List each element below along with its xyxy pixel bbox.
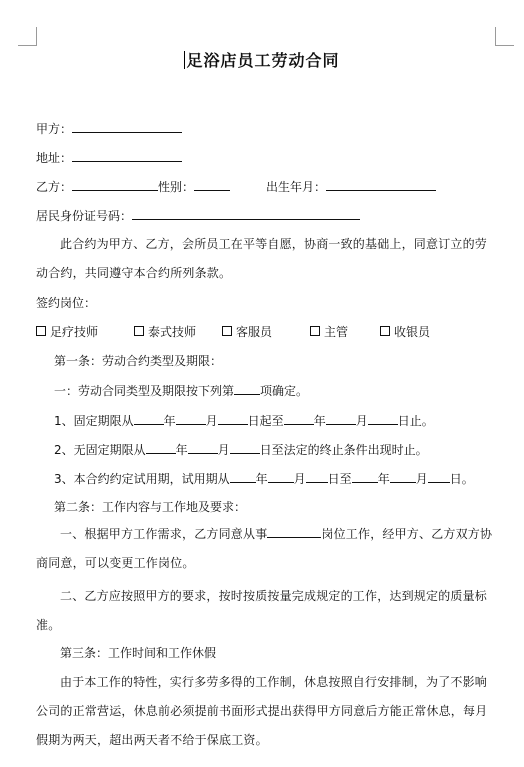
address-line: [36, 149, 182, 166]
address-field[interactable]: [72, 149, 182, 162]
month-label: 月: [217, 443, 230, 457]
party-b-line: [36, 178, 436, 195]
option-label: 主管: [324, 325, 349, 339]
probation-prefix: 3、本合约约定试用期，试用期从: [54, 472, 230, 486]
day-end-label: 日。: [449, 472, 474, 486]
position-option-customer-service[interactable]: [222, 324, 310, 340]
checkbox-icon[interactable]: [134, 326, 144, 336]
month-label: 月: [355, 414, 368, 428]
fixed-end-day-field[interactable]: [368, 412, 398, 425]
id-field[interactable]: [132, 207, 360, 220]
year-label: 年: [377, 472, 390, 486]
year-label: 年: [175, 443, 188, 457]
option-label: 收银员: [394, 325, 431, 339]
open-term-prefix: 2、无固定期限从: [54, 443, 146, 457]
term-type-field[interactable]: [234, 382, 260, 395]
article2-p1-suffix: 岗位工作，经甲方、乙方双方协商同意，可以变更工作岗位。: [36, 527, 493, 570]
fixed-start-day-field[interactable]: [218, 412, 248, 425]
job-position-field[interactable]: [267, 525, 321, 538]
probation-start-month-field[interactable]: [268, 470, 294, 483]
open-start-year-field[interactable]: [146, 441, 176, 454]
checkbox-icon[interactable]: [36, 326, 46, 336]
party-b-label: 乙方：: [36, 180, 73, 194]
year-label: 年: [313, 414, 326, 428]
month-label: 月: [293, 472, 306, 486]
position-label: 签约岗位：: [36, 296, 97, 310]
probation-start-year-field[interactable]: [230, 470, 256, 483]
gender-field[interactable]: [194, 178, 230, 191]
intro-paragraph: 此合约为甲方、乙方，会所员工在平等自愿，协商一致的基础上，同意订立的劳动合约，共同遵守本合约所列条款。: [36, 237, 488, 280]
checkbox-icon[interactable]: [222, 326, 232, 336]
title-text: 足浴店员工劳动合同: [186, 51, 340, 70]
probation-line: [54, 470, 474, 487]
article1-intro-text: 一：劳动合同类型及期限按下列第: [54, 384, 235, 398]
fixed-term-prefix: 1、固定期限从: [54, 414, 134, 428]
probation-end-month-field[interactable]: [390, 470, 416, 483]
article1-intro-suffix: 项确定。: [260, 384, 309, 398]
id-label: 居民身份证号码：: [36, 209, 133, 223]
year-label: 年: [163, 414, 176, 428]
position-option-foot-therapist[interactable]: [36, 324, 134, 340]
probation-end-day-field[interactable]: [428, 470, 450, 483]
article2-paragraph-2: 二、乙方应按照甲方的要求，按时按质按量完成规定的工作，达到规定的质量标准。: [36, 589, 488, 632]
article3-paragraph-1: 由于本工作的特性，实行多劳多得的工作制，休息按照自行安排制，为了不影响公司的正常营运，休息前必须提前书面形式提出获得甲方同意后方能正常休息，每月假期为两天，超出两天者不给于保底工资。: [36, 675, 488, 747]
birth-field[interactable]: [326, 178, 436, 191]
party-a-line: [36, 120, 182, 137]
month-label: 月: [415, 472, 428, 486]
article2-p1-text: 一、根据甲方工作需求，乙方同意从事: [60, 527, 268, 541]
month-label: 月: [205, 414, 218, 428]
year-label: 年: [255, 472, 268, 486]
position-option-supervisor[interactable]: [310, 324, 380, 340]
position-option-cashier[interactable]: [380, 324, 430, 340]
article1-title: 第一条：劳动合约类型及期限：: [54, 354, 223, 368]
article3-title: 第三条：工作时间和工作休假: [60, 646, 217, 660]
page-corner-mark-top-right: [495, 27, 514, 46]
fixed-term-line: [54, 412, 434, 429]
article1-intro: [54, 382, 308, 399]
article2-title: 第二条：工作内容与工作地及要求：: [54, 500, 247, 514]
address-label: 地址：: [36, 151, 73, 165]
document-title[interactable]: [0, 48, 524, 71]
page-corner-mark-top-left: [18, 27, 37, 46]
party-b-field[interactable]: [72, 178, 158, 191]
day-from-label: 日起至: [247, 414, 284, 428]
fixed-end-year-field[interactable]: [284, 412, 314, 425]
party-a-label: 甲方：: [36, 122, 73, 136]
open-term-suffix: 日至法定的终止条件出现时止。: [259, 443, 428, 457]
probation-start-day-field[interactable]: [306, 470, 328, 483]
gender-label: 性别：: [158, 180, 195, 194]
fixed-end-month-field[interactable]: [326, 412, 356, 425]
position-options: [36, 324, 430, 340]
birth-label: 出生年月：: [266, 180, 327, 194]
checkbox-icon[interactable]: [310, 326, 320, 336]
checkbox-icon[interactable]: [380, 326, 390, 336]
option-label: 客服员: [236, 325, 273, 339]
day-end-label: 日止。: [397, 414, 434, 428]
day-to-label: 日至: [327, 472, 352, 486]
probation-end-year-field[interactable]: [352, 470, 378, 483]
position-option-thai-therapist[interactable]: [134, 324, 222, 340]
option-label: 足疗技师: [50, 325, 99, 339]
open-start-day-field[interactable]: [230, 441, 260, 454]
id-line: [36, 207, 360, 224]
option-label: 泰式技师: [148, 325, 197, 339]
fixed-start-month-field[interactable]: [176, 412, 206, 425]
article2-paragraph-1: [36, 520, 496, 578]
open-term-line: [54, 441, 428, 458]
open-start-month-field[interactable]: [188, 441, 218, 454]
fixed-start-year-field[interactable]: [134, 412, 164, 425]
party-a-field[interactable]: [72, 120, 182, 133]
